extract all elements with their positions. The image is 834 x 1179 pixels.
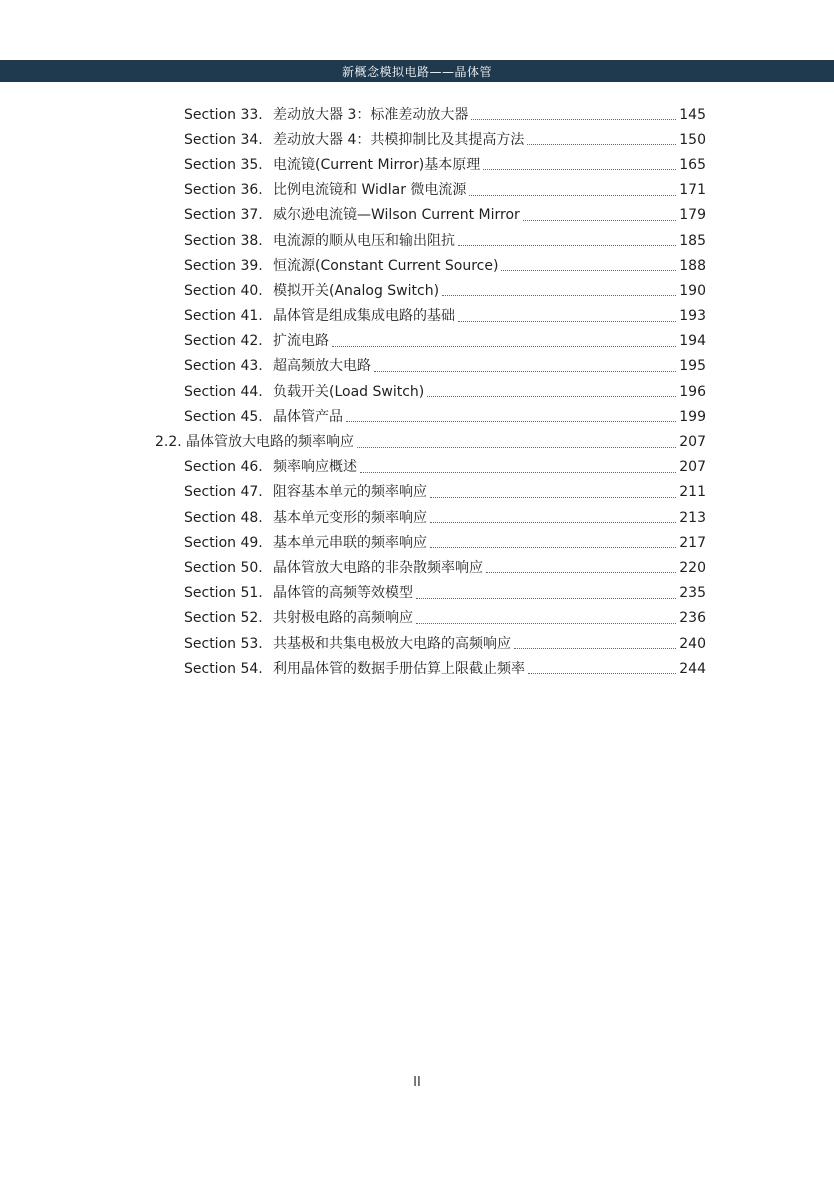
toc-section-entry[interactable] (0, 203, 834, 228)
toc-section-entry[interactable] (0, 354, 834, 379)
toc-entry-page: 207 (679, 434, 706, 451)
toc-entry-number: 2.2. (155, 434, 182, 451)
toc-entry-number: Section 45. (184, 408, 263, 425)
toc-entry-page: 236 (679, 610, 706, 627)
toc-entry-title: 电流镜(Current Mirror)基本原理 (273, 156, 481, 173)
toc-section-entry[interactable] (0, 379, 834, 404)
toc-entry-page: 179 (679, 207, 706, 224)
toc-entry-page: 217 (679, 534, 706, 551)
toc-entry-page: 194 (679, 333, 706, 350)
toc-entry-title: 晶体管产品 (273, 408, 343, 425)
toc-entry-number: Section 42. (184, 333, 263, 350)
dot-leader (416, 598, 676, 599)
toc-entry-title: 恒流源(Constant Current Source) (273, 257, 499, 274)
dot-leader (360, 472, 676, 473)
toc-section-entry[interactable] (0, 152, 834, 177)
dot-leader (523, 220, 676, 221)
toc-entry-title: 威尔逊电流镜—Wilson Current Mirror (273, 207, 520, 224)
toc-section-entry[interactable] (0, 505, 834, 530)
toc-entry-page: 188 (679, 257, 706, 274)
toc-entry-page: 211 (679, 484, 706, 501)
toc-entry-page: 196 (679, 383, 706, 400)
toc-chapter-entry[interactable] (0, 429, 834, 454)
toc-entry-page: 207 (679, 459, 706, 476)
dot-leader (483, 169, 676, 170)
toc-section-entry[interactable] (0, 606, 834, 631)
dot-leader (430, 522, 676, 523)
toc-entry-page: 145 (679, 106, 706, 123)
toc-entry-title: 超高频放大电路 (273, 358, 371, 375)
toc-entry-number: Section 51. (184, 585, 263, 602)
toc-section-entry[interactable] (0, 480, 834, 505)
dot-leader (416, 623, 676, 624)
toc-entry-page: 220 (679, 559, 706, 576)
toc-entry-number: Section 39. (184, 257, 263, 274)
toc-entry-number: Section 53. (184, 635, 263, 652)
dot-leader (501, 270, 676, 271)
toc-entry-page: 195 (679, 358, 706, 375)
toc-entry-page: 235 (679, 585, 706, 602)
dot-leader (469, 195, 676, 196)
toc-entry-title: 晶体管的高频等效模型 (273, 585, 413, 602)
dot-leader (427, 396, 676, 397)
toc-section-entry[interactable] (0, 304, 834, 329)
toc-entry-title: 电流源的顺从电压和输出阻抗 (273, 232, 455, 249)
table-of-contents (0, 102, 834, 681)
toc-entry-title: 差动放大器 4：共模抑制比及其提高方法 (273, 131, 525, 148)
toc-entry-number: Section 50. (184, 559, 263, 576)
toc-entry-title: 共基极和共集电极放大电路的高频响应 (273, 635, 511, 652)
toc-entry-number: Section 37. (184, 207, 263, 224)
dot-leader (332, 346, 676, 347)
toc-entry-number: Section 35. (184, 156, 263, 173)
dot-leader (430, 547, 676, 548)
header-title: 新概念模拟电路——晶体管 (341, 64, 492, 79)
toc-section-entry[interactable] (0, 404, 834, 429)
dot-leader (486, 572, 676, 573)
toc-entry-page: 240 (679, 635, 706, 652)
toc-section-entry[interactable] (0, 228, 834, 253)
toc-entry-page: 193 (679, 308, 706, 325)
toc-section-entry[interactable] (0, 253, 834, 278)
toc-entry-number: Section 49. (184, 534, 263, 551)
toc-entry-title: 晶体管是组成集成电路的基础 (273, 308, 455, 325)
toc-section-entry[interactable] (0, 581, 834, 606)
page-number: II (413, 1075, 421, 1090)
toc-section-entry[interactable] (0, 178, 834, 203)
toc-entry-title: 共射极电路的高频响应 (273, 610, 413, 627)
toc-section-entry[interactable] (0, 127, 834, 152)
toc-section-entry[interactable] (0, 102, 834, 127)
toc-entry-page: 185 (679, 232, 706, 249)
dot-leader (458, 245, 676, 246)
toc-entry-number: Section 48. (184, 509, 263, 526)
toc-entry-page: 213 (679, 509, 706, 526)
toc-entry-title: 基本单元串联的频率响应 (273, 534, 427, 551)
dot-leader (357, 447, 676, 448)
toc-section-entry[interactable] (0, 455, 834, 480)
toc-entry-number: Section 52. (184, 610, 263, 627)
toc-entry-page: 244 (679, 660, 706, 677)
dot-leader (346, 421, 676, 422)
toc-entry-page: 150 (679, 131, 706, 148)
toc-section-entry[interactable] (0, 656, 834, 681)
toc-entry-number: Section 38. (184, 232, 263, 249)
toc-section-entry[interactable] (0, 555, 834, 580)
toc-section-entry[interactable] (0, 530, 834, 555)
toc-entry-page: 199 (679, 408, 706, 425)
dot-leader (430, 497, 676, 498)
toc-entry-number: Section 34. (184, 131, 263, 148)
dot-leader (528, 673, 676, 674)
toc-entry-page: 171 (679, 182, 706, 199)
dot-leader (514, 648, 676, 649)
toc-section-entry[interactable] (0, 329, 834, 354)
toc-entry-title: 差动放大器 3：标准差动放大器 (273, 106, 469, 123)
toc-entry-title: 负载开关(Load Switch) (273, 383, 425, 400)
toc-entry-page: 165 (679, 156, 706, 173)
toc-entry-title: 比例电流镜和 Widlar 微电流源 (273, 182, 467, 199)
toc-entry-page: 190 (679, 282, 706, 299)
running-header (0, 60, 834, 82)
toc-entry-number: Section 54. (184, 660, 263, 677)
toc-entry-title: 基本单元变形的频率响应 (273, 509, 427, 526)
toc-entry-number: Section 33. (184, 106, 263, 123)
dot-leader (442, 295, 676, 296)
toc-entry-title: 阻容基本单元的频率响应 (273, 484, 427, 501)
toc-entry-title: 晶体管放大电路的频率响应 (186, 434, 354, 451)
toc-entry-number: Section 41. (184, 308, 263, 325)
toc-entry-number: Section 40. (184, 282, 263, 299)
dot-leader (458, 321, 676, 322)
toc-section-entry[interactable] (0, 278, 834, 303)
dot-leader (471, 119, 676, 120)
dot-leader (527, 144, 676, 145)
toc-entry-title: 频率响应概述 (273, 459, 357, 476)
toc-entry-title: 扩流电路 (273, 333, 329, 350)
toc-entry-title: 模拟开关(Analog Switch) (273, 282, 440, 299)
toc-entry-number: Section 46. (184, 459, 263, 476)
toc-entry-number: Section 47. (184, 484, 263, 501)
toc-entry-number: Section 36. (184, 182, 263, 199)
toc-entry-title: 利用晶体管的数据手册估算上限截止频率 (273, 660, 525, 677)
toc-entry-number: Section 44. (184, 383, 263, 400)
toc-entry-title: 晶体管放大电路的非杂散频率响应 (273, 559, 483, 576)
toc-section-entry[interactable] (0, 631, 834, 656)
toc-entry-number: Section 43. (184, 358, 263, 375)
dot-leader (374, 371, 676, 372)
